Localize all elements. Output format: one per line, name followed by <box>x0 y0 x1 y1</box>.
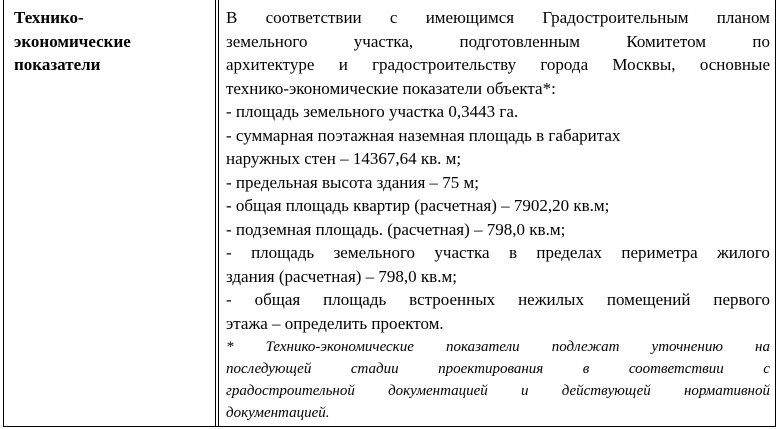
word: Москвы, <box>612 55 676 74</box>
word: нежилых <box>518 290 584 309</box>
word: и <box>521 383 529 399</box>
word: с <box>389 8 398 27</box>
word: земельного <box>226 31 308 51</box>
footnote-line <box>226 358 770 380</box>
word: - <box>226 290 232 309</box>
spec-item-cont: здания (расчетная) – 798,0 кв.м; <box>226 266 457 286</box>
word: архитектуре <box>226 55 315 74</box>
word: пределах <box>536 243 603 262</box>
spec-item: - площадь земельного участка 0,3443 га. <box>226 102 519 121</box>
word: соответствии <box>628 361 724 377</box>
intro-line <box>226 30 770 54</box>
word: с <box>763 361 770 377</box>
specs-table <box>3 0 776 427</box>
word: участка <box>434 243 490 262</box>
word: проектирования <box>438 361 544 377</box>
spec-item: наружных стен – 14367,64 кв. м; <box>226 149 462 168</box>
word: земельного <box>333 243 416 262</box>
word: Градостроительным <box>542 8 689 27</box>
word: площадь <box>323 290 387 309</box>
word: * <box>226 339 234 355</box>
intro-line-last: технико-экономические показатели объекта*: <box>226 78 556 98</box>
word: стадии <box>350 361 399 377</box>
spec-item-cont: этажа – определить проектом. <box>226 313 444 333</box>
word: градостроительству <box>372 55 517 74</box>
spec-item: - подземная площадь. (расчетная) – 798,0 кв.м; <box>226 219 566 239</box>
word: соответствии <box>265 8 362 27</box>
word: последующей <box>226 361 312 377</box>
word: встроенных <box>409 290 496 309</box>
word: - <box>226 243 232 262</box>
footnote-line <box>226 336 770 358</box>
word: в <box>508 243 517 262</box>
word: первого <box>713 290 770 309</box>
word: на <box>755 339 770 355</box>
spec-item <box>226 288 770 312</box>
word: подлежат <box>551 339 620 355</box>
word: В <box>226 8 238 27</box>
word: градостроительной <box>226 383 355 399</box>
spec-item <box>226 241 770 265</box>
spec-item: - общая площадь квартир (расчетная) – 7902,20 кв.м; <box>226 196 610 215</box>
footnote-line-last: документацией. <box>226 405 330 421</box>
word: жилого <box>717 243 770 262</box>
word: имеющимся <box>425 8 515 27</box>
footnote-line <box>226 380 770 402</box>
word: нормативной <box>683 383 770 399</box>
column-divider-inner <box>218 0 219 426</box>
word: города <box>540 55 589 74</box>
spec-item: - предельная высота здания – 75 м; <box>226 172 480 192</box>
row-heading <box>14 6 204 77</box>
word: по <box>752 31 770 51</box>
word: подготовленным <box>459 31 581 51</box>
heading-line: показатели <box>14 55 101 74</box>
word: Комитетом <box>626 31 706 51</box>
word: документацией <box>388 383 488 399</box>
spec-item: - суммарная поэтажная наземная площадь в габаритах <box>226 125 621 145</box>
word: уточнению <box>651 339 723 355</box>
word: площадь <box>251 243 315 262</box>
word: и <box>338 55 348 74</box>
heading-line: Технико- <box>14 8 84 27</box>
row-content <box>226 6 770 424</box>
word: показатели <box>445 339 520 355</box>
column-divider <box>215 0 216 426</box>
word: планом <box>716 8 770 27</box>
intro-line <box>226 6 770 30</box>
heading-line: экономические <box>14 31 131 51</box>
word: Технико-экономические <box>265 339 414 355</box>
word: в <box>582 361 590 377</box>
word: общая <box>254 290 301 309</box>
footnote <box>226 336 770 424</box>
word: участка, <box>353 31 414 51</box>
word: периметра <box>621 243 698 262</box>
word: основные <box>699 55 770 74</box>
word: действующей <box>561 383 651 399</box>
word: помещений <box>606 290 691 309</box>
intro-line <box>226 53 770 77</box>
